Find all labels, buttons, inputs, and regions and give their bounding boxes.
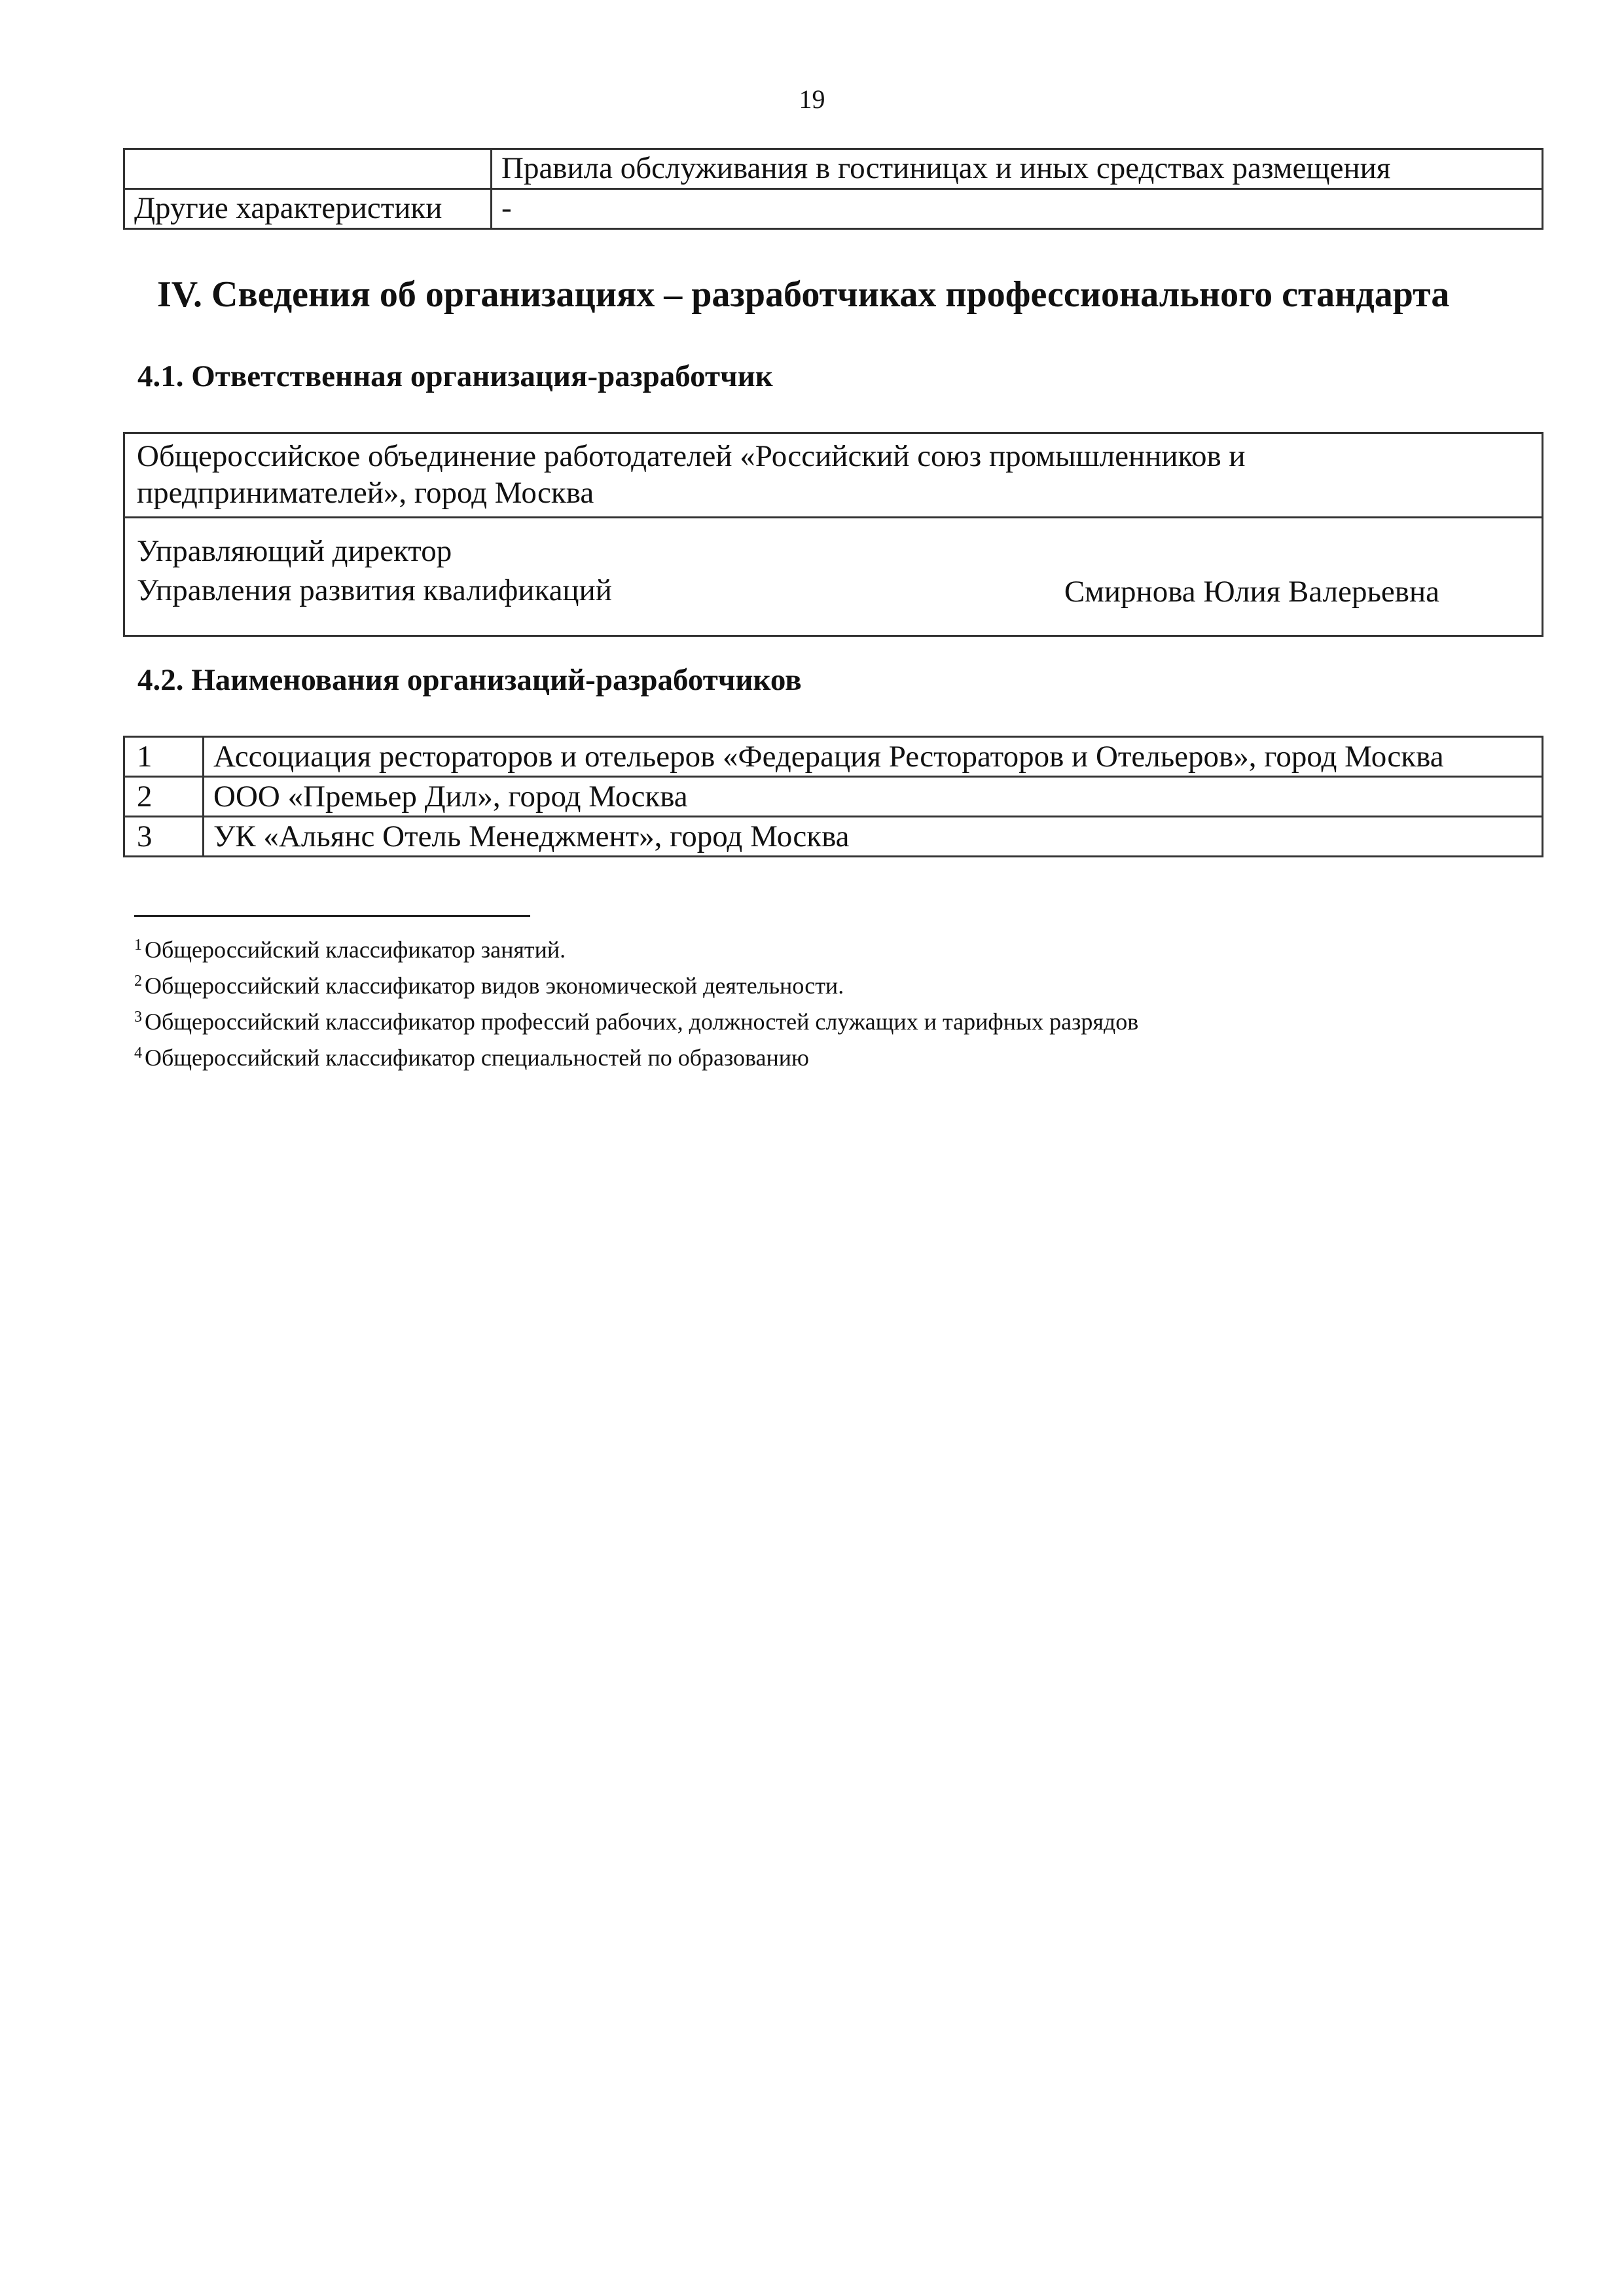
row-number: 1 [124, 737, 204, 777]
footnote-text: Общероссийский классификатор занятий. [145, 937, 566, 963]
footnote-divider [134, 915, 530, 917]
footnote-mark: 2 [134, 973, 142, 990]
table-cell-value: Правила обслуживания в гостиницах и иных средствах размещения [492, 149, 1543, 189]
footnote-mark: 4 [134, 1045, 142, 1062]
table-row [124, 737, 1543, 777]
page-number: 19 [799, 84, 825, 114]
developers-heading: 4.2. Наименования организаций-разработчиков [137, 663, 802, 697]
table-cell-value: - [492, 189, 1543, 229]
table-row [124, 817, 1543, 857]
footnote [134, 1001, 1138, 1037]
row-number: 3 [124, 817, 204, 857]
table-row [124, 777, 1543, 817]
table-row [124, 433, 1543, 518]
table-row [124, 149, 1543, 189]
org-name-cell [124, 433, 1543, 518]
table-row [124, 518, 1543, 636]
footnote-mark: 1 [134, 937, 142, 954]
section-title: IV. Сведения об организациях – разработчиках профессионального стандарта [157, 274, 1450, 315]
footnote [134, 965, 1138, 1001]
table-cell-label: Другие характеристики [124, 189, 492, 229]
position-line: Управляющий директор [137, 534, 452, 568]
signatory-row [137, 531, 1439, 610]
row-number: 2 [124, 777, 204, 817]
footnote [134, 1037, 1138, 1073]
developer-name: Ассоциация рестораторов и отельеров «Федерация Рестораторов и Отельеров», город Москва [204, 737, 1543, 777]
footnote-text: Общероссийский классификатор специальностей по образованию [145, 1045, 809, 1071]
org-name-line: Общероссийское объединение работодателей «Российский союз промышленников и [137, 439, 1246, 473]
signatory-cell [124, 518, 1543, 636]
signatory-position [137, 531, 612, 610]
footnote-mark: 3 [134, 1009, 142, 1026]
responsible-org-heading: 4.1. Ответственная организация-разработчик [137, 359, 773, 393]
signatory-name: Смирнова Юлия Валерьевна [1064, 575, 1439, 609]
footnote [134, 929, 1138, 965]
footnote-text: Общероссийский классификатор видов экономической деятельности. [145, 973, 844, 999]
developer-name: УК «Альянс Отель Менеджмент», город Москва [204, 817, 1543, 857]
footnotes [134, 929, 1138, 1073]
developers-table [123, 736, 1543, 857]
position-line: Управления развития квалификаций [137, 573, 612, 607]
org-name-line: предпринимателей», город Москва [137, 476, 594, 510]
characteristics-table [123, 148, 1543, 230]
responsible-org-table [123, 432, 1543, 637]
table-cell-label [124, 149, 492, 189]
table-row [124, 189, 1543, 229]
footnote-text: Общероссийский классификатор профессий рабочих, должностей служащих и тарифных разрядов [145, 1009, 1139, 1035]
developer-name: ООО «Премьер Дил», город Москва [204, 777, 1543, 817]
